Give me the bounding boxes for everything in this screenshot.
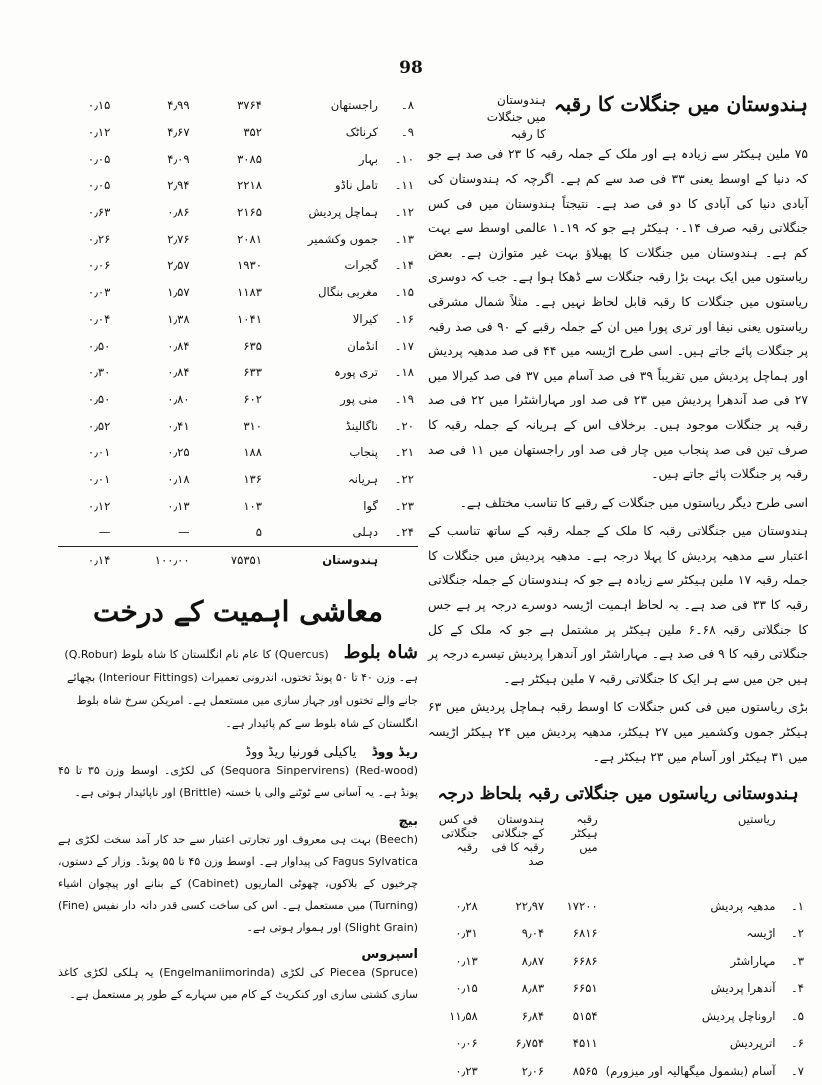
table-row [58, 466, 418, 493]
state-area: ۸۵۶۵ [572, 1063, 598, 1078]
table-row [58, 332, 418, 359]
forest-paragraph-1: ۷۵ ملین ہیکٹر سے زیادہ ہے اور ملک کے جملہ رقبہ کا ۲۳ فی صد ہے جو کہ دنیا کے اوسط یعنی ۳۳ فی صد سے کم ہے۔ اگرچہ کہ ہندوستان کی آبادی دنیا کی آبادی کا دو فی صد ہے۔ نتیجتاً ہندوستان میں فی کس جنگلاتی رقبہ صرف ۱۴۔۰ ہیکٹر ہے جو کہ ۱۹۔۱ عالمی اوسط سے بہت کم ہے۔ ہندوستان میں جنگلات کا پھیلاؤ بہت غیر متوازن ہے۔ بعض ریاستوں میں ایک بہت بڑا رقبہ جنگلات سے ڈھکا ہوا ہے۔ جب کہ دوسری ریاستوں میں جنگلات کا رقبہ قابل لحاظ نہیں ہے۔ مثلاً شمال مشرقی ریاستوں یعنی نیفا اور تری پورا میں ان کے جملہ رقبے کے ۹۰ فی صد رقبہ پر جنگلات پائے جاتے ہیں۔ اسی طرح اڑیسہ میں ۴۴ فی صد مدھیہ پردیش اور ہماچل پردیش میں تقریباً ۳۹ فی صد آسام میں ۳۷ فی صد کیرالا میں ۲۷ فی صد آندھرا پردیش میں ۲۳ فی صد اور مہاراشٹرا میں ۲۲ فی صد رقبہ پر جنگلات موجود ہیں۔ برخلاف اس کے ہریانہ کے جملہ رقبہ کا صرف تین فی صد پنجاب میں چار فی صد اور راجستھان میں ۱۱ فی صد رقبہ پر جنگلات پائے جاتے ہیں۔ [428, 147, 809, 482]
state-per-capita: ۰٫۲۳ [455, 1063, 478, 1078]
state-per-capita: ۰٫۰۶ [455, 1036, 478, 1051]
row-index: ۲۰۔ [394, 418, 414, 433]
state-per-capita: ۰٫۱۲ [87, 498, 111, 513]
economic-trees-title: معاشی اہمیت کے درخت [93, 595, 383, 629]
state-percent: ۰٫۴۱ [167, 418, 190, 433]
state-name: تری پورہ [334, 365, 378, 380]
state-area: ۱۹۳۰ [237, 258, 262, 273]
tree-spruce [58, 943, 418, 1006]
state-area: ۳۵۲ [243, 125, 262, 140]
state-per-capita: ۰٫۰۱ [87, 471, 111, 486]
state-area: ۱۸۸ [243, 445, 262, 460]
state-percent: ۲٫۷۶ [167, 231, 190, 246]
state-name: تامل ناڈو [335, 178, 378, 193]
state-per-capita: ۰٫۳۰ [87, 365, 111, 380]
state-area: ۲۱۶۵ [237, 205, 262, 220]
state-ranking-header [428, 812, 808, 892]
tree-beech [58, 810, 418, 939]
total-area: ۷۵۳۵۱ [230, 553, 262, 568]
table-row [58, 439, 418, 466]
redwood-alt-name: یاکیلی فورنیا ریڈ ووڈ [245, 745, 357, 761]
state-percent: ۰٫۸۴ [167, 365, 190, 380]
state-per-capita: ۰٫۵۰ [87, 391, 111, 406]
row-index: ۶۔ [790, 1036, 804, 1051]
state-percent: ۴٫۶۷ [167, 125, 190, 140]
state-per-capita: ۰٫۳۱ [455, 926, 478, 941]
state-per-capita: ۰٫۰۳ [87, 285, 111, 300]
state-name: مدھیہ پردیش [710, 898, 776, 913]
state-per-capita: ۰٫۶۳ [87, 205, 111, 220]
table-row [58, 199, 418, 226]
state-name: انڈمان [347, 338, 378, 353]
state-area: ۱۰۴۱ [237, 311, 262, 326]
row-index: ۲۱۔ [394, 445, 414, 460]
table-row [58, 119, 418, 146]
table-row [58, 279, 418, 306]
table-row [58, 172, 418, 199]
table-row [428, 1002, 808, 1030]
state-per-capita: ۰٫۲۸ [455, 898, 478, 913]
forest-paragraph-3: ہندوستان میں جنگلاتی رقبہ کا ملک کے جملہ رقبہ کے ساتھ تناسب کے اعتبار سے مدھیہ پردیش کا پہلا درجہ ہے۔ مدھیہ پردیش میں جنگلات کا جملہ رقبہ ۱۷ ملین ہیکٹر سے زیادہ ہے جو کہ ہندوستان کے جملہ جنگلاتی رقبہ کا ۳۳ فی صد ہے۔ بہ لحاظ اہمیت اڑیسہ دوسرے درجہ پر ہے جس کا جنگلاتی رقبہ ۶۸۔۶ ملین ہیکٹر پر مشتمل ہے جو کہ ملک کے کل جنگلاتی رقبہ کا ۹ فی صد ہے۔ مہاراشٹر اور آندھرا پردیش تیسرے درجہ پر ہیں جن میں سے ہر ایک کا جنگلاتی رقبہ ۷ ملین ہیکٹر ہے۔ [428, 524, 808, 686]
state-percent: ۱٫۳۸ [167, 311, 190, 326]
state-per-capita: ۰٫۱۲ [87, 125, 111, 140]
state-name: آندھرا پردیش [710, 981, 776, 996]
row-index: ۱۔ [790, 898, 804, 913]
row-index: ۱۴۔ [394, 258, 414, 273]
row-index: ۱۲۔ [394, 205, 414, 220]
redwood-paragraph: (Red-wood) (Sequora Sinpervirens) کی لکڑی۔ اوسط وزن ۳۵ تا ۴۵ پونڈ ہے۔ یہ آسانی سے ٹوٹنے والی یا خستہ (Brittle) اور ناپائیدار ہوتی ہے۔ [58, 764, 418, 800]
state-percent: ۲٫۹۴ [167, 178, 190, 193]
oak-heading: شاہ بلوط [343, 642, 418, 664]
state-area: ۵۱۵۴ [572, 1008, 598, 1023]
table-row [58, 92, 418, 119]
state-area: ۳۷۶۴ [237, 98, 262, 113]
state-area: ۵ [255, 525, 262, 540]
spruce-heading: اسپروس [361, 947, 418, 963]
state-ranking-table [428, 812, 808, 1085]
state-area: ۲۲۱۸ [237, 178, 262, 193]
row-index: ۱۷۔ [394, 338, 414, 353]
state-per-capita: ۰٫۵۲ [87, 418, 111, 433]
state-percent: ۸٫۸۳ [521, 981, 545, 996]
state-per-capita: ۰٫۰۱ [87, 445, 111, 460]
header-states: ریاستیں [737, 812, 776, 827]
row-index: ۱۰۔ [394, 151, 414, 166]
state-percent: ۰٫۸۶ [167, 205, 190, 220]
row-index: ۱۸۔ [394, 365, 414, 380]
state-per-capita: ۰٫۰۶ [87, 258, 111, 273]
row-index: ۱۱۔ [394, 178, 414, 193]
state-per-capita: ۱۱٫۵۸ [449, 1008, 478, 1023]
state-area: ۶۶۵۱ [572, 981, 598, 996]
state-percent: — [178, 525, 190, 540]
table-row [58, 412, 418, 439]
total-percent: ۱۰۰٫۰۰ [154, 553, 190, 568]
redwood-heading: ریڈ ووڈ [371, 745, 418, 761]
state-per-capita: ۰٫۱۵ [455, 981, 478, 996]
left-column [58, 92, 418, 1010]
state-per-capita: ۰٫۵۰ [87, 338, 111, 353]
row-index: ۷۔ [790, 1063, 804, 1078]
total-row [58, 546, 418, 573]
state-name: بہار [358, 151, 378, 166]
state-name: اترپردیش [729, 1036, 776, 1051]
state-per-capita: ۰٫۱۳ [455, 953, 478, 968]
beech-paragraph: (Beech) بہت ہی معروف اور تجارتی اعتبار سے حد کار آمد سخت لکڑی ہے Fagus Sylvatica کی پیداوار ہے۔ اوسط وزن ۴۵ تا ۵۵ پونڈ۔ وزار کے دستوں، چرخیوں کے بلاکوں، چھوٹی الماریوں (Cabinet) کے بنانے اور پیچوان اشیاء (Turning) میں مستعمل ہے۔ اس کی ساخت کسی قدر دانہ دار نفیس (Fine) (Slight Grain) اور ہموار ہوتی ہے۔ [58, 833, 419, 935]
state-name: دہلی [352, 525, 378, 540]
state-percent: ۹٫۰۴ [521, 926, 545, 941]
state-name: گوا [363, 498, 378, 513]
state-per-capita: ۰٫۰۴ [87, 311, 111, 326]
state-area: ۱۷۲۰۰ [566, 898, 598, 913]
state-name: منی پور [340, 391, 378, 406]
table-row [58, 519, 418, 546]
row-index: ۱۳۔ [394, 231, 414, 246]
forest-area-header [428, 92, 808, 142]
forest-area-heading: ہندوستان میں جنگلات کا رقبہ [553, 92, 808, 116]
state-area: ۲۰۸۱ [237, 231, 262, 246]
tree-oak [58, 642, 418, 735]
state-per-capita: — [98, 525, 111, 540]
state-area: ۳۰۸۵ [237, 151, 262, 166]
state-name: جموں وکشمیر [307, 231, 378, 246]
state-percent: ۸٫۸۷ [521, 953, 545, 968]
state-per-capita: ۰٫۰۵ [87, 151, 111, 166]
state-area: ۶۳۳ [243, 365, 262, 380]
forest-area-side-label: ہندوستان میں جنگلات کا رقبہ [486, 93, 546, 141]
state-percent: ۰٫۸۴ [167, 338, 190, 353]
tree-redwood [58, 741, 418, 804]
table-row [428, 975, 808, 1003]
table-row [428, 920, 808, 948]
state-area: ۶۶۸۶ [572, 953, 598, 968]
row-index: ۹۔ [400, 125, 414, 140]
state-percent: ۲٫۵۷ [167, 258, 190, 273]
row-index: ۳۔ [790, 953, 804, 968]
beech-heading: بیچ [398, 814, 418, 830]
state-percent: ۴٫۰۹ [167, 151, 190, 166]
state-area: ۳۱۰ [243, 418, 262, 433]
state-percent: ۰٫۱۸ [167, 471, 190, 486]
state-area: ۱۱۸۳ [237, 285, 262, 300]
state-per-capita: ۰٫۱۵ [87, 98, 111, 113]
table-row [58, 359, 418, 386]
state-name: ہماچل پردیش [308, 205, 378, 220]
state-percent: ۶٫۷۵۴ [515, 1036, 545, 1051]
oak-paragraph: (Quercus) کا عام نام انگلستان کا شاہ بلوط (Q.Robur) ہے۔ وزن ۴۰ تا ۵۰ پونڈ تختوں، اندرونی تعمیرات (Interiour Fittings) بچھائے جانے والے تختوں اور جہاز سازی میں مستعمل ہے۔ امریکن سرخ شاہ بلوط انگلستان کے شاہ بلوط سے کم پائیدار ہے۔ [64, 648, 418, 731]
header-area: رقبہ ہیکٹر میں [571, 812, 598, 855]
state-area: ۶۳۵ [243, 338, 262, 353]
state-name: اڑیسہ [746, 926, 776, 941]
row-index: ۲۴۔ [394, 525, 414, 540]
state-name: گجرات [344, 258, 378, 273]
state-name: پنجاب [349, 445, 378, 460]
state-area: ۱۰۳ [243, 498, 262, 513]
table-row [58, 492, 418, 519]
header-india-percent: ہندوستان کے جنگلاتی رقبہ کا فی صد [491, 812, 545, 869]
state-name: مہاراشٹر [730, 953, 776, 968]
state-name: کرناٹک [345, 125, 378, 140]
state-area: ۴۵۱۱ [572, 1036, 598, 1051]
state-name: اروناچل پردیش [701, 1008, 776, 1023]
state-percent: ۰٫۲۵ [167, 445, 190, 460]
table-row [428, 1057, 808, 1085]
row-index: ۴۔ [790, 981, 804, 996]
row-index: ۱۶۔ [394, 311, 414, 326]
table-row [58, 225, 418, 252]
state-percent: ۰٫۸۰ [167, 391, 190, 406]
table-row [428, 947, 808, 975]
state-name: آسام (بشمول میگھالیہ اور میزورم) [605, 1063, 776, 1078]
forest-paragraph-2: اسی طرح دیگر ریاستوں میں جنگلات کے رقبے کا تناسب مختلف ہے۔ [459, 495, 808, 510]
row-index: ۱۵۔ [394, 285, 414, 300]
state-name: ناگالینڈ [345, 418, 378, 433]
state-percent: ۶٫۸۴ [521, 1008, 545, 1023]
row-index: ۵۔ [790, 1008, 804, 1023]
table-row [428, 892, 808, 920]
right-column [428, 92, 808, 1085]
row-index: ۱۹۔ [394, 391, 414, 406]
state-ranking-title: ہندوستانی ریاستوں میں جنگلاتی رقبہ بلحاظ درجہ [437, 784, 799, 805]
state-percent: ۱٫۵۷ [167, 285, 190, 300]
state-name: راجستھان [330, 98, 378, 113]
state-percent: ۴٫۹۹ [167, 98, 190, 113]
state-percent: ۲۲٫۹۷ [515, 898, 545, 913]
row-index: ۲۲۔ [394, 471, 414, 486]
total-label: ہندوستان [322, 553, 378, 568]
total-per-capita: ۰٫۱۴ [87, 553, 111, 568]
row-index: ۸۔ [400, 98, 414, 113]
table-row [428, 1030, 808, 1058]
header-per-capita: فی کس جنگلاتی رقبہ [438, 812, 478, 855]
state-percent: ۲٫۰۶ [521, 1063, 545, 1078]
state-name: مغربی بنگال [318, 285, 378, 300]
table-row [58, 145, 418, 172]
state-per-capita: ۰٫۲۶ [87, 231, 111, 246]
table-row [58, 306, 418, 333]
state-area: ۶۸۱۶ [572, 926, 598, 941]
state-name: کیرالا [352, 311, 378, 326]
table-row [58, 252, 418, 279]
row-index: ۲۔ [790, 926, 804, 941]
state-area: ۱۳۶ [243, 471, 262, 486]
forest-paragraph-4: بڑی ریاستوں میں فی کس جنگلات کا اوسط رقبہ ہماچل پردیش میں ۶۳ ہیکٹر جموں وکشمیر میں ۲۷ ہیکٹر، مدھیہ پردیش میں ۲۴ ہیکٹر اڑیسہ میں ۳۱ ہیکٹر اور آسام میں ۲۳ ہیکٹر ہے۔ [428, 700, 808, 764]
state-table-continued [58, 92, 418, 573]
state-percent: ۰٫۱۳ [167, 498, 190, 513]
state-per-capita: ۰٫۰۵ [87, 178, 111, 193]
table-row [58, 386, 418, 413]
spruce-paragraph: (Spruce) Piecea کی لکڑی (Engelmaniimorinda) یہ ہلکی لکڑی کاغذ سازی کشتی سازی اور کنکریٹ کے کام میں سہارے کے طور پر مستعمل ہے۔ [58, 966, 418, 1002]
state-area: ۶۰۲ [243, 391, 262, 406]
state-name: ہریانہ [348, 471, 378, 486]
page-number: 98 [399, 58, 423, 78]
row-index: ۲۳۔ [394, 498, 414, 513]
